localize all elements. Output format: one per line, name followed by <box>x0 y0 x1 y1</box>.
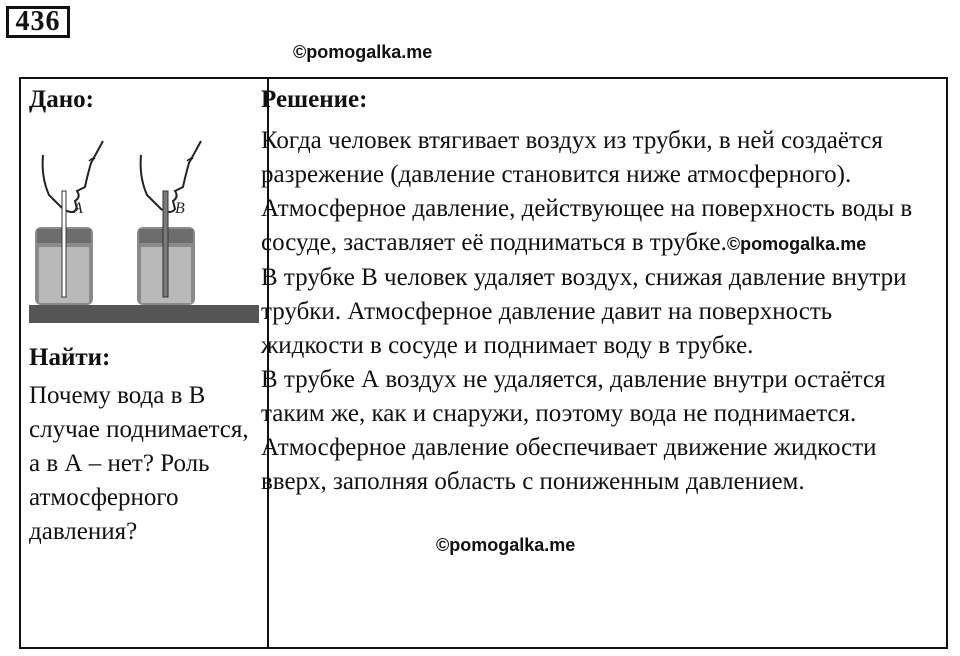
figure-label-b: B <box>175 200 185 217</box>
find-heading: Найти: <box>29 344 111 371</box>
solution-paragraph-4: Атмосферное давление обеспечивает движение жидкости вверх, заполняя область с пониженным давлением. <box>261 434 877 495</box>
solution-paragraph-3: В трубке А воздух не удаляется, давление внутри остаётся таким же, как и снаружи, поэтому вода не поднимается. <box>261 366 886 427</box>
watermark-top: ©pomogalka.me <box>293 42 433 62</box>
solution-heading: Решение: <box>261 86 368 113</box>
solution-body <box>261 124 941 499</box>
watermark-inline: ©pomogalka.me <box>726 234 867 254</box>
watermark-bottom: ©pomogalka.me <box>436 535 576 555</box>
find-question: Почему вода в В случае поднимается, а в А – нет? Роль атмосферного давления? <box>29 382 249 545</box>
solution-paragraph-1: Когда человек втягивает воздух из трубки, в ней создаётся разрежение (давление становится ниже атмосферного). Атмосферное давление, действующее на поверхность воды в сосуде, заставляет её подниматься в трубке.©pomogalka.me <box>261 127 913 256</box>
problem-number: 436 <box>6 6 70 38</box>
task-table <box>19 77 948 649</box>
given-heading: Дано: <box>29 86 94 113</box>
figure-label-a: A <box>73 200 83 217</box>
experiment-illustration <box>29 117 259 327</box>
solution-paragraph-2: В трубке В человек удаляет воздух, снижая давление внутри трубки. Атмосферное давление давит на поверхность жидкости в сосуде и поднимает воду в трубке. <box>261 264 907 359</box>
